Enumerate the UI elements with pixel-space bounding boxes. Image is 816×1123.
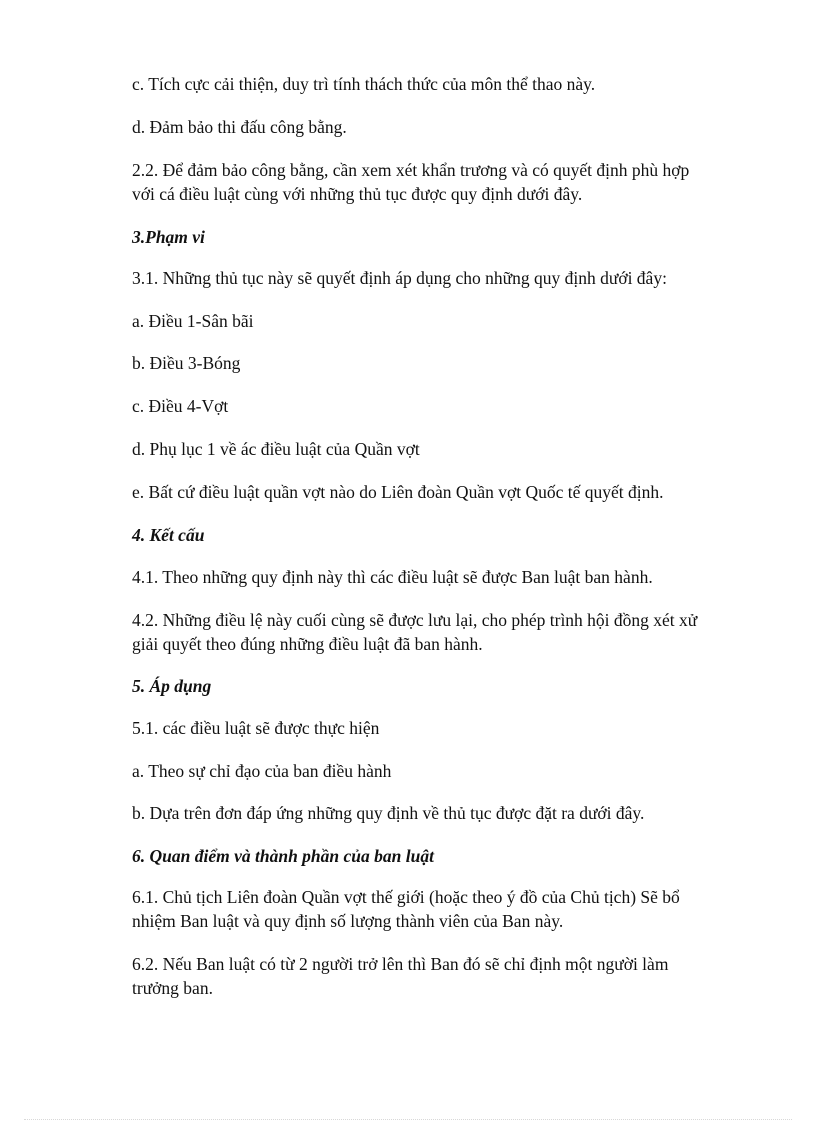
paragraph: 4.1. Theo những quy định này thì các điều luật sẽ được Ban luật ban hành. [132,567,653,587]
section-heading: 4. Kết cấu [132,525,205,545]
paragraph: d. Đảm bảo thi đấu công bằng. [132,117,347,137]
list-item: d. Phụ lục 1 về ác điều luật của Quần vợt [132,439,420,459]
paragraph: 2.2. Để đảm bảo công bằng, cần xem xét khẩn trương và có quyết định phù hợp với cá điều luật cùng với những thủ tục được quy định dưới đây. [132,160,690,204]
paragraph: 6.2. Nếu Ban luật có từ 2 người trở lên thì Ban đó sẽ chỉ định một người làm trưởng ban. [132,954,669,998]
list-item: c. Điều 4-Vợt [132,396,229,416]
section-heading: 3.Phạm vi [132,227,205,247]
section-heading: 6. Quan điểm và thành phần của ban luật [132,846,434,866]
paragraph: 5.1. các điều luật sẽ được thực hiện [132,718,380,738]
list-item: a. Điều 1-Sân bãi [132,311,254,331]
paragraph: c. Tích cực cải thiện, duy trì tính thách thức của môn thể thao này. [132,74,596,94]
page-bottom-divider [24,1119,792,1120]
list-item: e. Bất cứ điều luật quần vợt nào do Liên đoàn Quần vợt Quốc tế quyết định. [132,482,664,502]
paragraph: 3.1. Những thủ tục này sẽ quyết định áp dụng cho những quy định dưới đây: [132,268,667,288]
paragraph: 6.1. Chủ tịch Liên đoàn Quần vợt thế giới (hoặc theo ý đồ của Chủ tịch) Sẽ bổ nhiệm Ban luật và quy định số lượng thành viên của Ban này. [132,887,680,931]
list-item: a. Theo sự chỉ đạo của ban điều hành [132,761,392,781]
list-item: b. Dựa trên đơn đáp ứng những quy định về thủ tục được đặt ra dưới đây. [132,803,645,823]
list-item: b. Điều 3-Bóng [132,353,241,373]
paragraph: 4.2. Những điều lệ này cuối cùng sẽ được lưu lại, cho phép trình hội đồng xét xử giải quyết theo đúng những điều luật đã ban hành. [132,610,698,654]
section-heading: 5. Áp dụng [132,676,212,696]
